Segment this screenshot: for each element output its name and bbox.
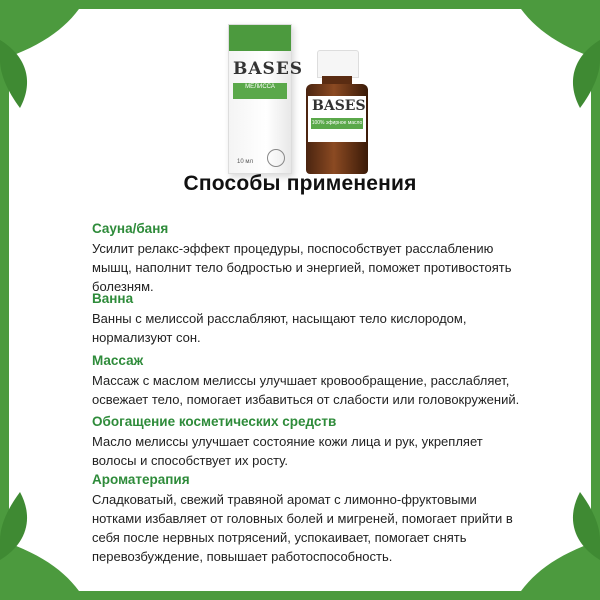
box-band: МЕЛИССА [233,83,287,99]
box-seal-icon [267,149,285,167]
bottle-label [308,96,366,142]
section-sauna [92,221,522,296]
leaf-bottom-right-icon [510,490,600,600]
section-text: Усилит релакс-эффект процедуры, поспособствует расслаблению мышц, наполнит тело бодростью и энергией, поможет противостоять болезням. [92,241,512,294]
section-title: Ароматерапия [92,472,190,487]
section-title: Массаж [92,353,144,368]
bottle-cap [317,50,359,78]
section-text: Масло мелиссы улучшает состояние кожи лица и рук, укрепляет волосы и способствует их росту. [92,434,483,468]
section-title: Сауна/баня [92,221,169,236]
section-text: Массаж с маслом мелиссы улучшает кровообращение, расслабляет, освежает тело, помогает избавиться от слабости или головокружений. [92,373,520,407]
section-bath [92,291,522,347]
product-box [228,24,304,174]
section-title: Обогащение косметических средств [92,414,337,429]
product-image [220,18,390,178]
section-text: Ванны с мелиссой расслабляют, насыщают тело кислородом, нормализуют сон. [92,311,467,345]
section-massage [92,353,522,409]
bottle-brand-logo: BASES [312,98,366,114]
box-volume: 10 мл [237,159,253,165]
page-title: Способы применения [183,172,417,195]
box-brand-logo: BASES [233,59,304,79]
leaf-top-left-icon [0,0,90,110]
bottle-band: 100% эфирное масло [311,118,363,129]
section-aromatherapy [92,472,522,566]
section-title: Ванна [92,291,134,306]
leaf-top-right-icon [510,0,600,110]
leaf-bottom-left-icon [0,490,90,600]
section-text: Сладковатый, свежий травяной аромат с лимонно-фруктовыми нотками избавляет от головных болей и мигреней, помогает прийти в себя после нервных потрясений, успокаивает, помогает снять перевозбуждение, повышает работоспособность. [92,492,513,564]
box-leaf-art [229,25,291,51]
section-cosmetics [92,414,522,470]
bottle-neck [322,76,352,84]
product-bottle [304,50,370,174]
